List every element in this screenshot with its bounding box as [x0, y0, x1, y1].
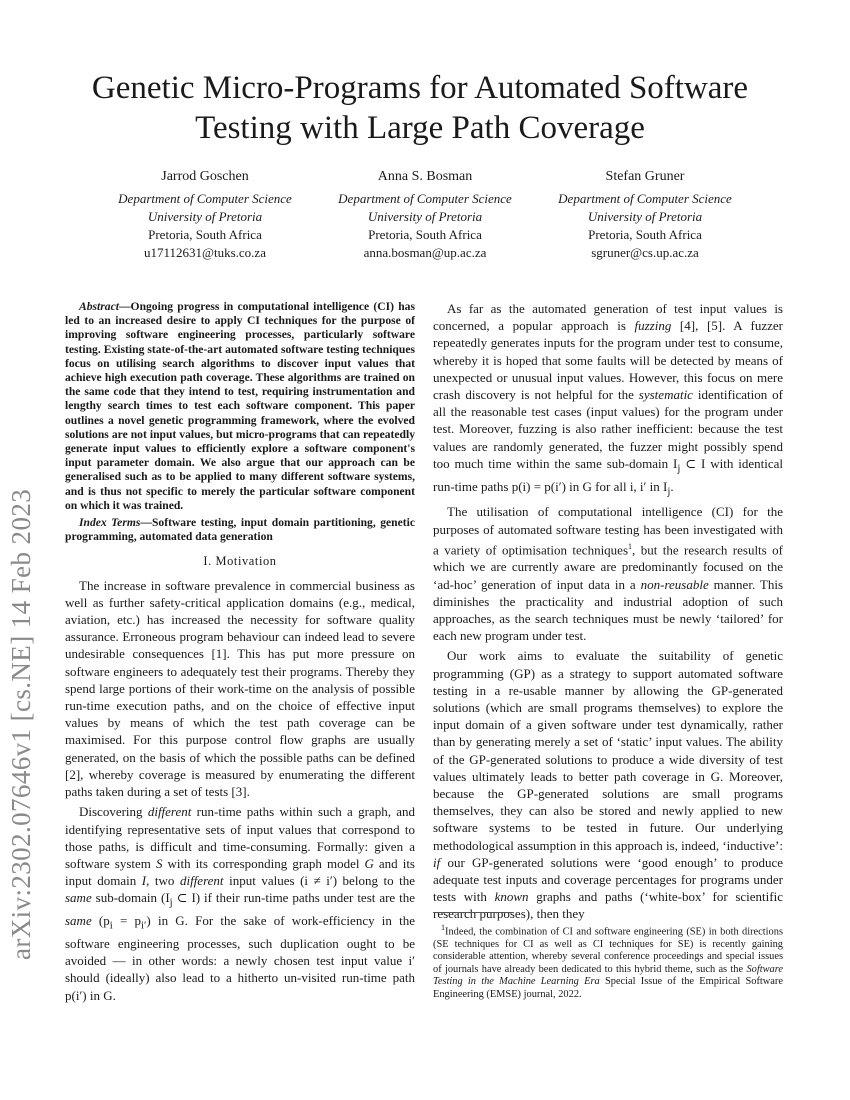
abstract-text: —Ongoing progress in computational intelligence (CI) has led to an increased desire to apply CI techniques for the purpose of improving software engineering processes, particularly software testing. Existing state-of-the-art automated software testing techniques focus on utilising search algorithms to discover input values that achieve high execution path coverage. These algorithms are trained on the same code that they intend to test, requiring instrumentation and lengthy search times to test each software component. This paper outlines a novel genetic programming framework, where the evolved solutions are not input values, but micro-programs that can repeatedly generate input values to efficiently explore a software component's input parameter domain. We also argue that our approach can be generalised such as to be applied to many different software systems, and is thus not specific to merely the particular software component on which it was trained.: [65, 300, 415, 512]
section-heading: I. Motivation: [203, 554, 277, 569]
author-location: Pretoria, South Africa: [368, 227, 482, 242]
author-3: [535, 168, 755, 262]
author-department: Department of Computer Science: [558, 191, 732, 206]
index-terms: [65, 516, 415, 544]
author-name: Jarrod Goschen: [161, 169, 249, 184]
author-1: [95, 168, 315, 262]
arxiv-identifier: arXiv:2302.07646v1 [cs.NE] 14 Feb 2023: [6, 488, 36, 960]
left-column: [65, 300, 415, 1007]
author-email: u17112631@tuks.co.za: [144, 245, 266, 260]
author-2: [315, 168, 535, 262]
paragraph: The utilisation of computational intelligence (CI) for the purposes of automated software testing has been investigated with a variety of optimisation techniques$^1$, but the research results of which we are currently aware are predominantly focused on the ‘ad-hoc’ generation of input data in a non-reusable manner. This diminishes the practicality and industrial adoption of such approaches, as the search techniques must be newly ‘tailored’ for each new program under test.: [433, 504, 784, 644]
abstract-lead: Abstract: [79, 300, 119, 313]
footnote-marker: 1: [628, 541, 633, 551]
author-department: Department of Computer Science: [338, 191, 512, 206]
paragraph: The increase in software prevalence in commercial business as well as further safety-critical application domains (e.g., medical, aviation, etc.) has increased the necessity for software quality assurance. Erroneous program behaviour can indeed lead to severe undesirable consequences [1]. This has put more pressure on software engineers to adequately test their programs. Thereby they spend large portions of their work-time on the analysis of possible run-time execution paths, and on the choice of effective input values by means of which the test path coverage can be maximised. For this purpose control flow graphs are usually generated, on the basis of which the possible paths can be defined [2], whereby coverage is measured by enumerating the different paths taken during a set of tests [3].: [65, 577, 415, 800]
paragraph: Our work aims to evaluate the suitability of genetic programming (GP) as a strategy to support automated software testing in a re-usable manner by allowing the GP-generated solutions (which are small programs themselves) to explore the input domain of a given software under test dynamically, rather than by generating merely a set of ‘static’ input values. The ability of the GP-generated solutions to produce a wide diversity of test values ultimately leads to better path coverage in G. Moreover, because the GP-generated solutions are small programs themselves, they can also be stored and newly applied to new software systems to be tested in future. Our underlying methodological assumption in this approach is, indeed, ‘inductive’: if our GP-generated solutions were ‘good enough’ to produce adequate test inputs and coverage percentages for programs under tests with known graphs and paths (‘white-box’ for scientific research purposes), then they: [433, 648, 783, 922]
author-university: University of Pretoria: [147, 209, 263, 224]
footnote: $^1$Indeed, the combination of CI and software engineering (SE) in both directions (SE techniques for CI as well as CI techniques for SE) is recently gaining considerable attention, whereby several conference proceedings and special issues of journals have already been dedicated to this hybrid theme, such as the Software Testing in the Machine Learning Era Special Issue of the Empirical Software Engineering (EMSE) journal, 2022.: [433, 923, 783, 1000]
index-terms-text: —Software testing, input domain partitioning, genetic programming, automated data generation: [65, 516, 415, 544]
author-email: anna.bosman@up.ac.za: [363, 245, 487, 260]
author-name: Stefan Gruner: [605, 169, 685, 184]
author-block: [95, 168, 755, 262]
footnote-number: 1: [441, 923, 445, 932]
author-location: Pretoria, South Africa: [588, 227, 702, 242]
abstract: [65, 300, 415, 513]
right-column: [433, 300, 783, 926]
index-terms-lead: Index Terms: [79, 516, 141, 530]
paper-title: Genetic Micro-Programs for Automated Software Testing with Large Path Coverage: [91, 70, 749, 146]
author-location: Pretoria, South Africa: [148, 227, 262, 242]
paragraph: Discovering different run-time paths within such a graph, and identifying representative sets of input values that correspond to those paths, is difficult and time-consuming. Formally: given a software system S with its corresponding graph model G and its input domain I, two different input values (i ≠ i′) belong to the same sub-domain ($I_j$ ⊂ I) if their run-time paths under test are the same $(p_i = p_{i'})$ in G. For the sake of work-efficiency in the software engineering processes, such duplication ought to be avoided — in other words: a newly chosen test input value i′ should (ideally) also lead to a hitherto un-visited run-time path p(i′) in G.: [65, 804, 416, 1003]
author-university: University of Pretoria: [587, 209, 703, 224]
paragraph: As far as the automated generation of test input values is concerned, a popular approach is fuzzing [4], [5]. A fuzzer repeatedly generates inputs for the program under test to consume, whereby it is hoped that some faults will be detected by means of unexpected or unusual input values. However, this focus on mere crash discovery is not helpful for the systematic identification of all the reasonable test cases (input values) for the program under test. Moreover, fuzzing is also rather inefficient: because the test values are randomly generated, the fuzzer might possibly spend too much time within the same sub-domain $I_j$ ⊂ I with identical run-time paths p(i) = p(i′) in G for all i, i′ in $I_j$.: [433, 301, 783, 498]
footnote-rule: [433, 912, 513, 913]
author-university: University of Pretoria: [367, 209, 483, 224]
author-name: Anna S. Bosman: [377, 169, 473, 184]
author-department: Department of Computer Science: [118, 191, 292, 206]
author-email: sgruner@cs.up.ac.za: [591, 245, 699, 260]
